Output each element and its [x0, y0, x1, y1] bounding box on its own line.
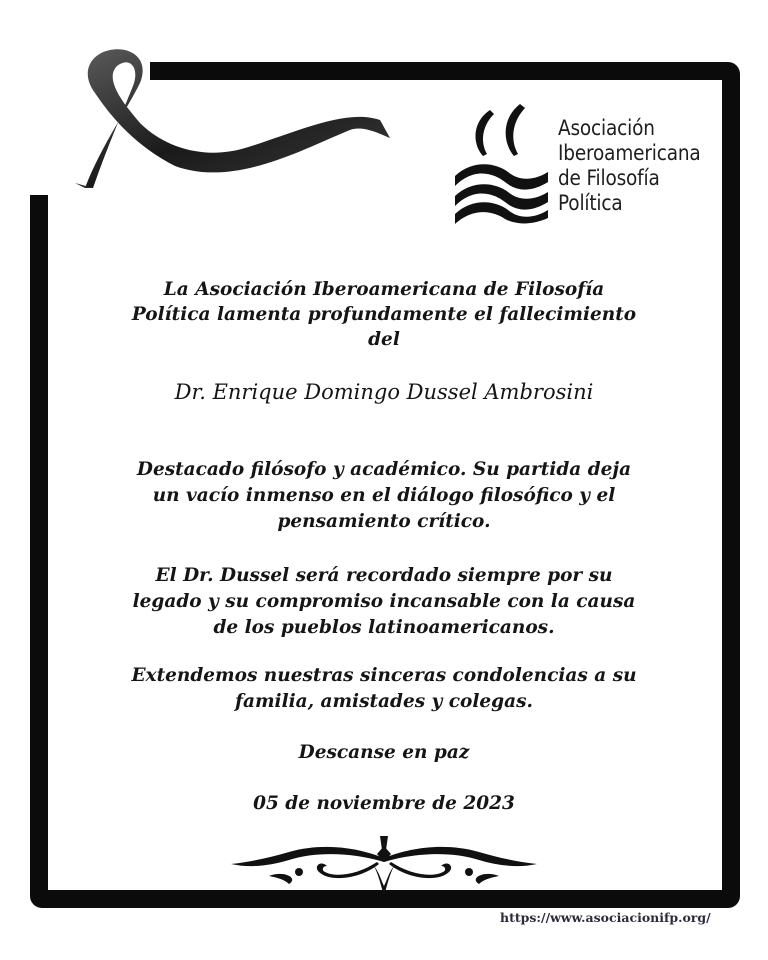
paragraph-line: El Dr. Dussel será recordado siempre por su — [155, 565, 613, 586]
association-logo-icon — [450, 102, 552, 226]
intro-line: La Asociación Iberoamericana de Filosofía — [163, 279, 605, 300]
ornament-divider-icon — [229, 836, 539, 898]
intro-line: del — [368, 329, 400, 350]
logo-line: Política — [558, 191, 623, 215]
paragraph-line: de los pueblos latinoamericanos. — [213, 617, 555, 638]
logo-line: Asociación — [558, 116, 655, 140]
paragraph-line: pensamiento crítico. — [277, 511, 491, 532]
logo-line: de Filosofía — [558, 166, 660, 190]
paragraph-line: un vacío inmenso en el diálogo filosófico y el — [152, 485, 616, 506]
website-url[interactable]: https://www.asociacionifp.org/ — [500, 910, 711, 925]
paragraph-line: Destacado filósofo y académico. Su partida deja — [136, 459, 632, 480]
paragraph-line: Extendemos nuestras sinceras condolencias a su — [131, 665, 637, 686]
date-text: 05 de noviembre de 2023 — [253, 793, 515, 814]
paragraph-line: familia, amistades y colegas. — [235, 691, 533, 712]
condolences-paragraph — [100, 663, 668, 715]
association-logo-text — [558, 116, 701, 216]
mourning-ribbon-icon — [45, 38, 405, 198]
intro-text — [100, 277, 668, 352]
deceased-name: Dr. Enrique Domingo Dussel Ambrosini — [174, 380, 594, 404]
tribute-paragraph-2 — [100, 563, 668, 641]
tribute-paragraph-1 — [100, 457, 668, 535]
intro-line: Política lamenta profundamente el fallecimiento — [131, 304, 637, 325]
paragraph-line: legado y su compromiso incansable con la causa — [132, 591, 636, 612]
rest-in-peace-text: Descanse en paz — [298, 742, 470, 763]
logo-line: Iberoamericana — [558, 141, 701, 165]
